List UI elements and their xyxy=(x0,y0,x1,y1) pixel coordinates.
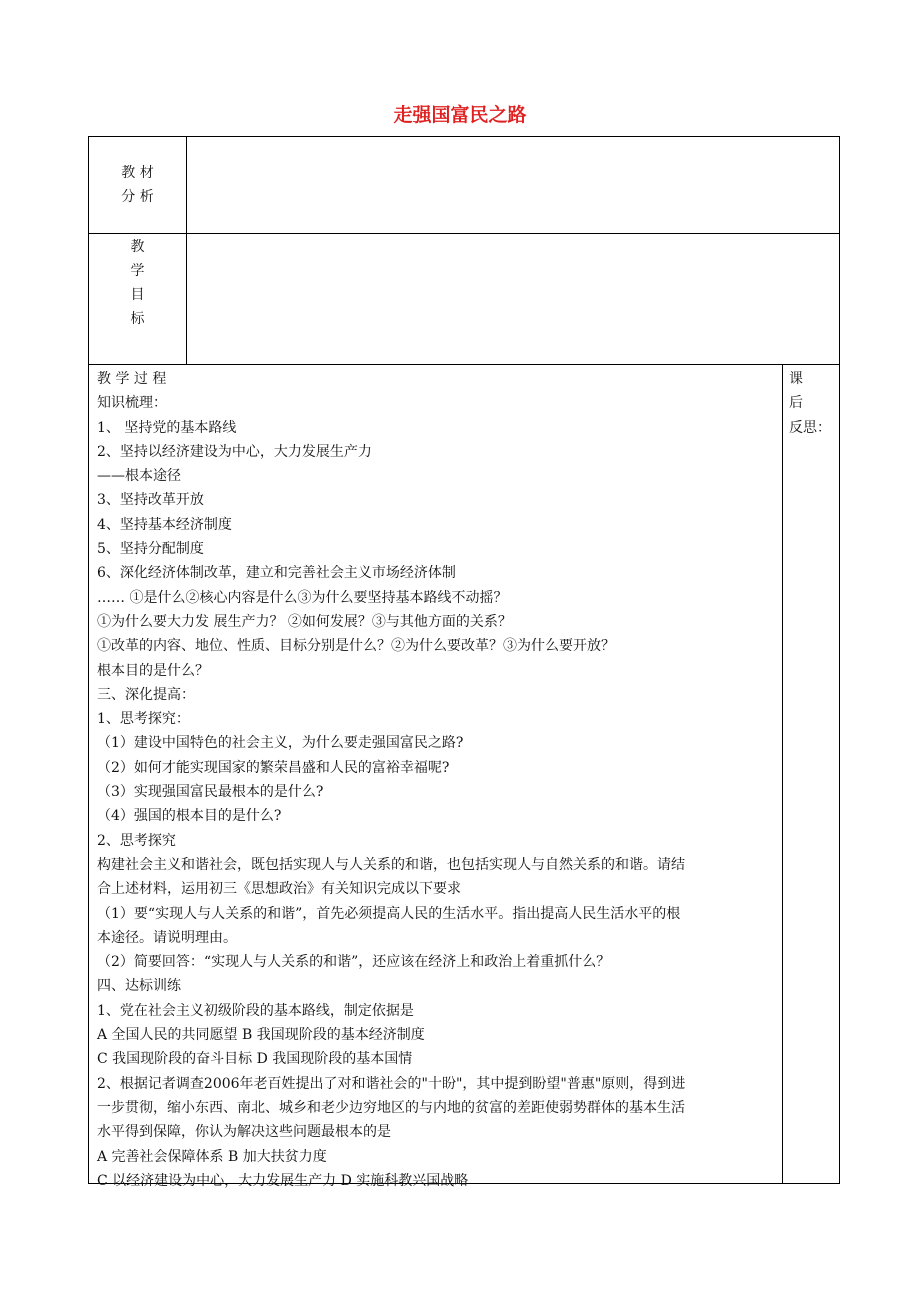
process-line: 2、根据记者调查2006年老百姓提出了对和谐社会的"十盼"，其中提到盼望"普惠"原则，得到进 xyxy=(97,1075,686,1092)
after-class-reflection-label: 课 后 反思： xyxy=(789,371,831,436)
process-line: （4）强国的根本目的是什么? xyxy=(97,808,282,825)
textbook-analysis-label: 教 材 分 析 xyxy=(121,165,154,205)
row-divider xyxy=(89,364,839,365)
process-line: （2）简要回答：“实现人与人关系的和谐”，还应该在经济上和政治上着重抓什么？ xyxy=(97,954,611,971)
label-column-divider xyxy=(186,137,187,364)
process-line: 知识梳理： xyxy=(97,395,167,412)
teaching-goals-label: 教 学 目 标 xyxy=(130,239,145,327)
process-line: ①改革的内容、地位、性质、目标分别是什么？②为什么要改革？③为什么要开放？ xyxy=(97,638,615,655)
process-line: 4、坚持基本经济制度 xyxy=(97,516,232,533)
process-line: 根本目的是什么？ xyxy=(97,662,209,679)
process-line: 1、党在社会主义初级阶段的基本路线，制定依据是 xyxy=(97,1002,414,1019)
page-title: 走强国富民之路 xyxy=(393,104,527,126)
process-line: 四、达标训练 xyxy=(97,978,181,995)
process-line: 教 学 过 程 xyxy=(97,371,167,387)
process-line: 构建社会主义和谐社会，既包括实现人与人关系的和谐，也包括实现人与自然关系的和谐。请结 xyxy=(97,856,685,873)
process-line: （3）实现强国富民最根本的是什么? xyxy=(97,784,324,801)
process-line: 3、坚持改革开放 xyxy=(97,492,204,509)
process-line: C 以经济建设为中心，大力发展生产力 D 实施科教兴国战略 xyxy=(97,1172,469,1189)
process-line: C 我国现阶段的奋斗目标 D 我国现阶段的基本国情 xyxy=(97,1051,413,1068)
process-line: 水平得到保障，你认为解决这些问题最根本的是 xyxy=(97,1124,391,1141)
row-divider xyxy=(89,233,839,234)
lesson-plan-table xyxy=(88,136,840,1189)
teaching-process-content xyxy=(97,367,782,1193)
process-line: 1、思考探究： xyxy=(97,711,190,728)
process-line: 一步贯彻，缩小东西、南北、城乡和老少边穷地区的与内地的贫富的差距使弱势群体的基本生活 xyxy=(97,1099,685,1116)
process-line: 2、思考探究 xyxy=(97,832,176,849)
process-line: （1）要“实现人与人关系的和谐”，首先必须提高人民的生活水平。指出提高人民生活水平的根 xyxy=(97,905,681,922)
process-line: 5、坚持分配制度 xyxy=(97,541,204,558)
process-line: ①为什么要大力发 展生产力？ ②如何发展？③与其他方面的关系？ xyxy=(97,613,512,630)
process-line: 本途径。请说明理由。 xyxy=(97,929,237,946)
process-line: 2、坚持以经济建设为中心，大力发展生产力 xyxy=(97,443,372,460)
process-line: …… ①是什么②核心内容是什么③为什么要坚持基本路线不动摇？ xyxy=(97,589,508,606)
process-line: （2）如何才能实现国家的繁荣昌盛和人民的富裕幸福呢? xyxy=(97,759,450,776)
process-line: 6、深化经济体制改革，建立和完善社会主义市场经济体制 xyxy=(97,565,456,582)
process-line: A 完善社会保障体系 B 加大扶贫力度 xyxy=(97,1148,327,1165)
process-line: A 全国人民的共同愿望 B 我国现阶段的基本经济制度 xyxy=(97,1027,425,1044)
process-line: 1、 坚持党的基本路线 xyxy=(97,419,237,436)
process-line: 三、深化提高： xyxy=(97,686,195,703)
process-line: ——根本途径 xyxy=(97,468,181,485)
reflection-column-divider xyxy=(782,364,783,1184)
process-line: 合上述材料，运用初三《思想政治》有关知识完成以下要求 xyxy=(97,881,461,898)
process-line: （1）建设中国特色的社会主义，为什么要走强国富民之路? xyxy=(97,735,464,752)
